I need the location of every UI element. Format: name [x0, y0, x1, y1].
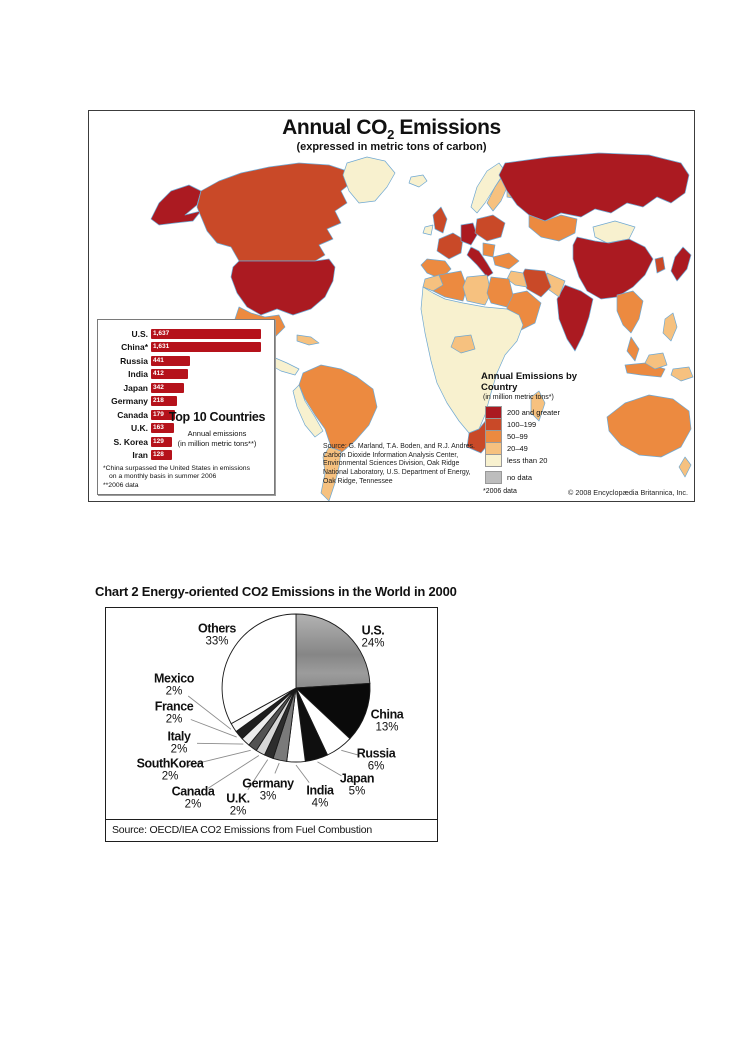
pie-label-japan: [340, 772, 374, 799]
top10-bar: 218: [151, 396, 177, 406]
map-region-turkey: [493, 253, 519, 269]
pie-label-france: [155, 700, 194, 727]
top10-footnote-china: *China surpassed the United States in emissions: [103, 464, 250, 472]
top10-country-label: S. Korea: [113, 436, 148, 447]
top10-country-label: Iran: [132, 450, 148, 461]
pie-label-china: [371, 708, 404, 735]
map-region-brazil: [299, 365, 377, 453]
map-region-philippines: [663, 313, 677, 341]
map-region-libya: [463, 275, 491, 305]
pie-label-pct: 3%: [259, 790, 277, 803]
top10-bar: 1,637: [151, 329, 261, 339]
map-region-germany: [461, 223, 477, 245]
top10-bar: 163: [151, 423, 174, 433]
map-subtitle: (expressed in metric tons of carbon): [296, 141, 487, 153]
co2-map-figure: [88, 110, 695, 502]
map-region-iceland: [409, 175, 427, 187]
pie-slice-u-s-: [296, 614, 370, 688]
pie-source-text: Source: OECD/IEA CO2 Emissions from Fuel Combustion: [106, 819, 437, 841]
map-region-korea: [655, 257, 665, 273]
legend-swatch: [485, 454, 502, 467]
top10-bar: 342: [151, 383, 184, 393]
pie-label-pct: 2%: [170, 743, 188, 756]
pie-leader-india: [296, 765, 309, 783]
legend-label: no data: [507, 472, 533, 482]
map-region-uk: [433, 207, 447, 233]
map-region-cuba: [297, 335, 319, 345]
legend-title: Annual Emissions by Country: [481, 371, 578, 393]
pie-label-u-k-: [226, 792, 249, 819]
map-region-canada: [197, 163, 351, 261]
map-region-eastern-europe: [475, 215, 505, 241]
pie-label-mexico: [154, 672, 194, 699]
legend-label: 100–199: [507, 419, 537, 429]
map-copyright: © 2008 Encyclopædia Britannica, Inc.: [568, 488, 688, 497]
top10-bar: 441: [151, 356, 190, 366]
map-region-kazakhstan: [529, 215, 577, 241]
pie-label-name: Italy: [167, 729, 191, 744]
map-region-japan: [671, 247, 691, 281]
top10-row: [102, 381, 270, 395]
pie-label-russia: [357, 747, 396, 774]
legend-footnote: *2006 data: [483, 488, 517, 495]
map-title: Annual $CO_2$ Emissions: [282, 116, 501, 143]
top10-row: [102, 341, 270, 355]
top10-subtitle: Annual emissions: [187, 429, 247, 438]
top10-bar: 179: [151, 410, 175, 420]
legend-subtitle: (in million metric tons*): [483, 394, 554, 401]
map-region-us: [231, 259, 335, 315]
pie-label-name: SouthKorea: [136, 756, 204, 771]
top10-row: [102, 368, 270, 382]
map-region-australia: [607, 395, 691, 457]
top10-bar: 412: [151, 369, 188, 379]
pie-leader-germany: [275, 763, 279, 773]
pie-label-name: U.K.: [226, 791, 250, 806]
legend-item: [485, 406, 611, 418]
pie-label-name: Japan: [339, 771, 375, 786]
legend-item: [485, 442, 611, 454]
legend-label: 20–49: [507, 443, 528, 453]
map-region-malaysia: [627, 337, 639, 361]
top10-bar: 128: [151, 450, 172, 460]
top10-row: [102, 395, 270, 409]
pie-label-pct: 33%: [205, 635, 229, 648]
map-region-egypt: [487, 277, 513, 307]
legend-label: 50–99: [507, 431, 528, 441]
legend-items: [485, 406, 611, 483]
pie-label-pct: 2%: [184, 798, 202, 811]
pie-leader-italy: [197, 743, 243, 744]
map-region-ireland: [423, 225, 433, 235]
top10-footnote-data: **2006 data: [103, 482, 139, 490]
pie-label-name: Russia: [356, 746, 396, 761]
legend-item: [485, 418, 611, 430]
pie-label-pct: 4%: [311, 797, 329, 810]
top10-row: [102, 449, 270, 463]
map-region-new-guinea: [671, 367, 693, 381]
map-region-india: [557, 285, 593, 351]
top10-title: Top 10 Countries: [168, 410, 266, 424]
map-region-alaska: [151, 185, 201, 225]
legend-swatch: [485, 471, 502, 484]
pie-label-pct: 24%: [361, 637, 385, 650]
top10-country-label: Russia: [120, 355, 148, 366]
top10-country-label: China*: [121, 342, 148, 353]
top10-row: [102, 327, 270, 341]
top10-country-label: Canada: [117, 409, 148, 420]
map-region-france: [437, 233, 463, 259]
top10-country-label: Germany: [111, 396, 148, 407]
pie-label-name: India: [306, 783, 334, 798]
pie-label-southkorea: [137, 757, 204, 784]
top10-row: [102, 354, 270, 368]
pie-label-pct: 2%: [229, 805, 247, 818]
pie-label-india: [306, 784, 333, 811]
top10-countries-inset: [97, 319, 275, 495]
map-region-indochina: [617, 291, 643, 333]
pie-label-italy: [167, 730, 190, 757]
pie-label-canada: [172, 785, 215, 812]
top10-country-label: U.S.: [131, 328, 148, 339]
map-region-russia: [499, 153, 689, 221]
pie-label-name: China: [370, 707, 404, 722]
map-source-text: Source: G. Marland, T.A. Boden, and R.J. Andres. Carbon Dioxide Information Analysis Center, Environmental Sciences Division, Oak Ridge National Laboratory, U.S. Department of Energy, Oak Ridge, Tennessee: [323, 443, 475, 485]
pie-label-name: France: [154, 699, 194, 714]
pie-leader-japan: [318, 762, 342, 776]
pie-label-pct: 6%: [367, 760, 385, 773]
pie-label-u-s-: [361, 624, 384, 651]
top10-country-label: India: [128, 369, 148, 380]
pie-label-pct: 2%: [165, 685, 183, 698]
pie-label-name: Others: [198, 621, 236, 636]
map-region-new-zealand: [679, 457, 691, 477]
pie-label-others: [198, 622, 236, 649]
pie-label-pct: 13%: [375, 721, 399, 734]
pie-slices: [222, 614, 370, 762]
pie-chart-title: Chart 2 Energy-oriented CO2 Emissions in the World in 2000: [95, 584, 457, 599]
top10-bar: 1,631: [151, 342, 261, 352]
top10-header: [164, 410, 270, 448]
legend-item: [485, 454, 611, 466]
pie-chart-figure: [105, 607, 438, 842]
top10-country-label: Japan: [123, 382, 148, 393]
legend-item: [485, 430, 611, 442]
legend-label: 200 and greater: [507, 407, 560, 417]
top10-footnotes: [103, 465, 271, 491]
pie-label-germany: [242, 777, 293, 804]
top10-subtitle-unit: (in million metric tons**): [177, 439, 257, 448]
pie-label-pct: 5%: [348, 785, 366, 798]
pie-label-pct: 2%: [165, 713, 183, 726]
map-region-balkans: [483, 243, 495, 257]
legend-item: [485, 471, 611, 483]
co2-subscript: 2: [387, 127, 394, 143]
pie-label-pct: 2%: [161, 770, 179, 783]
top10-country-label: U.K.: [131, 423, 148, 434]
pie-label-name: U.S.: [361, 623, 385, 638]
pie-label-name: Germany: [242, 776, 294, 791]
legend-label: less than 20: [507, 455, 548, 465]
pie-label-name: Mexico: [154, 671, 194, 686]
top10-bar: 129: [151, 437, 172, 447]
map-region-greenland: [343, 157, 395, 203]
map-region-china: [573, 237, 653, 299]
top10-footnote-china-2: on a monthly basis in summer 2006: [109, 473, 217, 481]
pie-label-name: Canada: [171, 784, 215, 799]
map-legend: [481, 371, 611, 495]
